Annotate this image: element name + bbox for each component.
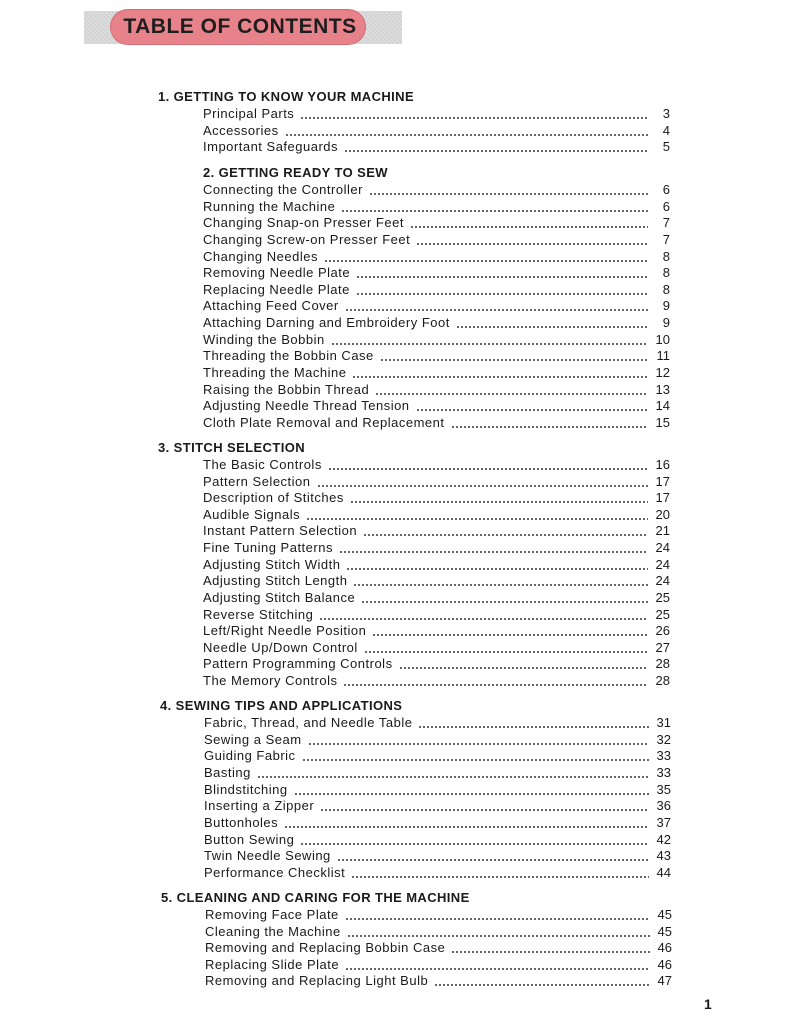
dot-leader — [344, 150, 648, 152]
toc-entry-page: 31 — [656, 715, 671, 730]
toc-entry — [203, 523, 670, 539]
dot-leader — [351, 876, 649, 878]
toc-entry-page: 12 — [655, 365, 670, 381]
toc-entry-label: Replacing Needle Plate — [203, 281, 350, 297]
toc-entry-label: Removing and Replacing Light Bulb — [205, 973, 429, 989]
dot-leader — [320, 809, 649, 811]
dot-leader — [372, 634, 648, 636]
toc-entry-label: The Basic Controls — [203, 457, 322, 472]
toc-entry — [203, 232, 670, 248]
toc-entry-page: 33 — [656, 765, 671, 780]
dot-leader — [285, 134, 648, 136]
toc-entry — [203, 415, 670, 431]
dot-leader — [331, 343, 648, 345]
toc-entry-page: 43 — [656, 848, 671, 864]
toc-entry-page: 13 — [655, 381, 670, 397]
toc-entry-page: 28 — [655, 673, 670, 689]
dot-leader — [356, 293, 648, 295]
toc-entry-label: Changing Snap-on Presser Feet — [203, 215, 404, 231]
section-title: 4. SEWING TIPS AND APPLICATIONS — [160, 698, 403, 713]
toc-entry-label: Audible Signals — [203, 506, 301, 522]
toc-entry-label: Replacing Slide Plate — [205, 956, 340, 972]
toc-entry — [204, 765, 671, 781]
toc-entry-page: 7 — [662, 231, 670, 247]
dot-leader — [364, 651, 648, 653]
toc-entry — [203, 298, 670, 314]
toc-entry-label: The Memory Controls — [203, 673, 338, 689]
dot-leader — [451, 426, 648, 428]
toc-entry-page: 37 — [656, 815, 671, 831]
toc-entry-page: 7 — [662, 215, 670, 231]
toc-entry — [205, 940, 672, 956]
toc-entry — [203, 106, 670, 122]
section-title: 3. STITCH SELECTION — [158, 440, 306, 455]
toc-entry — [203, 623, 670, 639]
toc-entry — [203, 139, 670, 155]
toc-entry-label: Basting — [204, 765, 251, 780]
dot-leader — [410, 226, 648, 228]
dot-leader — [352, 376, 648, 378]
dot-leader — [308, 743, 649, 745]
section-title: 2. GETTING READY TO SEW — [203, 165, 388, 180]
dot-leader — [324, 260, 648, 262]
toc-entry-page: 9 — [662, 298, 670, 314]
toc-entry-label: Adjusting Needle Thread Tension — [203, 398, 410, 414]
toc-entry-label: Accessories — [203, 122, 279, 138]
dot-leader — [319, 618, 648, 620]
toc-entry-label: Description of Stitches — [203, 490, 344, 506]
toc-entry-label: Fabric, Thread, and Needle Table — [204, 715, 413, 730]
toc-entry-page: 46 — [657, 940, 672, 956]
dot-leader — [317, 485, 648, 487]
dot-leader — [456, 326, 648, 328]
toc-entry-label: Pattern Programming Controls — [203, 656, 393, 672]
dot-leader — [363, 534, 648, 536]
toc-entry-label: Performance Checklist — [204, 865, 346, 881]
toc-entry — [203, 348, 670, 364]
toc-entry — [203, 457, 670, 473]
toc-entry-page: 20 — [655, 506, 670, 522]
toc-entry-page: 26 — [655, 623, 670, 639]
toc-entry-page: 24 — [655, 556, 670, 572]
dot-leader — [418, 726, 649, 728]
dot-leader — [399, 667, 648, 669]
toc-entry-page: 10 — [655, 331, 670, 347]
toc-entry — [204, 798, 671, 814]
dot-leader — [284, 826, 649, 828]
section-title: 5. CLEANING AND CARING FOR THE MACHINE — [161, 890, 470, 905]
toc-entry-page: 6 — [662, 198, 670, 214]
toc-entry — [204, 848, 671, 864]
toc-entry — [203, 573, 670, 589]
toc-entry-page: 33 — [656, 748, 671, 764]
dot-leader — [350, 501, 648, 503]
toc-entry — [203, 215, 670, 231]
toc-entry — [203, 490, 670, 506]
toc-entry-label: Changing Needles — [203, 248, 318, 264]
toc-entry-label: Connecting the Controller — [203, 182, 363, 197]
toc-entry — [203, 398, 670, 414]
dot-leader — [416, 243, 648, 245]
toc-entry — [204, 832, 671, 848]
toc-entry-label: Winding the Bobbin — [203, 331, 325, 347]
toc-entry-label: Attaching Darning and Embroidery Foot — [203, 315, 450, 331]
toc-entry — [204, 732, 671, 748]
toc-entry-label: Important Safeguards — [203, 139, 339, 155]
page-title: TABLE OF CONTENTS — [123, 15, 357, 38]
toc-entry — [205, 957, 672, 973]
toc-entry-page: 36 — [656, 798, 671, 814]
toc-entry-page: 17 — [655, 473, 670, 489]
toc-entry-label: Attaching Feed Cover — [203, 298, 339, 314]
toc-entry-label: Threading the Bobbin Case — [203, 348, 374, 364]
toc-entry-page: 21 — [655, 523, 670, 539]
toc-entry — [204, 715, 671, 731]
dot-leader — [434, 984, 650, 986]
toc-entry — [203, 382, 670, 398]
toc-entry-page: 45 — [657, 923, 672, 939]
toc-entry-page: 11 — [656, 348, 670, 364]
toc-entry — [204, 815, 671, 831]
dot-leader — [353, 584, 648, 586]
toc-entry-label: Button Sewing — [204, 831, 295, 847]
toc-entry-page: 42 — [656, 831, 671, 847]
toc-entry — [203, 249, 670, 265]
toc-entry-page: 25 — [655, 589, 670, 605]
toc-entry-label: Blindstitching — [204, 781, 288, 797]
toc-entry-page: 24 — [655, 573, 670, 589]
toc-entry-page: 14 — [655, 398, 670, 414]
dot-leader — [416, 409, 648, 411]
toc-entry-page: 6 — [662, 182, 670, 197]
dot-leader — [300, 117, 648, 119]
toc-entry-label: Sewing a Seam — [204, 731, 302, 747]
toc-entry-label: Threading the Machine — [203, 365, 347, 381]
toc-entry — [203, 540, 670, 556]
toc-entry-page: 28 — [655, 656, 670, 672]
toc-entry-page: 45 — [657, 907, 672, 922]
toc-entry-page: 5 — [662, 139, 670, 155]
dot-leader — [300, 843, 649, 845]
toc-entry-page: 25 — [655, 606, 670, 622]
toc-entry — [205, 924, 672, 940]
dot-leader — [380, 359, 648, 361]
toc-entry — [203, 365, 670, 381]
toc-entry-label: Cloth Plate Removal and Replacement — [203, 414, 445, 430]
toc-entry-page: 24 — [655, 540, 670, 556]
toc-entry-page: 15 — [655, 414, 670, 430]
toc-entry-label: Running the Machine — [203, 198, 336, 214]
dot-leader — [375, 393, 648, 395]
toc-entry-page: 16 — [655, 457, 670, 472]
dot-leader — [339, 551, 648, 553]
toc-entry-label: Guiding Fabric — [204, 748, 296, 764]
toc-entry-page: 9 — [662, 315, 670, 331]
toc-entry-label: Left/Right Needle Position — [203, 623, 367, 639]
toc-entry-page: 47 — [657, 973, 672, 989]
toc-entry-label: Removing Needle Plate — [203, 265, 351, 281]
dot-leader — [347, 935, 650, 937]
toc-entry — [203, 607, 670, 623]
toc-entry-label: Cleaning the Machine — [205, 923, 341, 939]
toc-entry-page: 35 — [656, 781, 671, 797]
toc-entry — [203, 332, 670, 348]
toc-entry — [203, 474, 670, 490]
toc-entry — [203, 640, 670, 656]
page-number: 1 — [704, 996, 712, 1012]
dot-leader — [369, 193, 648, 195]
toc-entry-label: Removing Face Plate — [205, 907, 339, 922]
dot-leader — [337, 859, 649, 861]
toc-entry-page: 46 — [657, 956, 672, 972]
toc-entry — [203, 557, 670, 573]
dot-leader — [345, 309, 648, 311]
section-title: 1. GETTING TO KNOW YOUR MACHINE — [158, 89, 415, 104]
toc-entry-label: Twin Needle Sewing — [204, 848, 331, 864]
dot-leader — [294, 793, 649, 795]
toc-entry — [203, 507, 670, 523]
toc-entry-page: 17 — [655, 490, 670, 506]
toc-entry-label: Needle Up/Down Control — [203, 639, 358, 655]
toc-entry-label: Pattern Selection — [203, 473, 311, 489]
dot-leader — [343, 684, 648, 686]
toc-entry — [203, 182, 670, 198]
toc-entry-label: Removing and Replacing Bobbin Case — [205, 940, 446, 956]
dot-leader — [306, 518, 648, 520]
toc-entry — [203, 315, 670, 331]
toc-entry-page: 44 — [656, 865, 671, 881]
toc-entry — [203, 282, 670, 298]
toc-entry-label: Adjusting Stitch Length — [203, 573, 348, 589]
dot-leader — [356, 276, 648, 278]
toc-entry-label: Changing Screw-on Presser Feet — [203, 231, 411, 247]
toc-entry — [203, 123, 670, 139]
dot-leader — [361, 601, 648, 603]
toc-entry-page: 8 — [662, 265, 670, 281]
toc-entry-page: 27 — [655, 639, 670, 655]
toc-entry — [203, 590, 670, 606]
toc-entry-label: Fine Tuning Patterns — [203, 540, 333, 556]
toc-entry-label: Instant Pattern Selection — [203, 523, 358, 539]
toc-entry-page: 8 — [662, 281, 670, 297]
dot-leader — [302, 759, 649, 761]
dot-leader — [257, 776, 649, 778]
toc-entry-label: Raising the Bobbin Thread — [203, 381, 370, 397]
dot-leader — [451, 951, 650, 953]
dot-leader — [345, 968, 650, 970]
toc-entry-page: 8 — [662, 248, 670, 264]
toc-entry-label: Principal Parts — [203, 106, 295, 121]
toc-entry — [205, 973, 672, 989]
toc-entry-label: Buttonholes — [204, 815, 279, 831]
toc-entry-page: 32 — [656, 731, 671, 747]
dot-leader — [328, 468, 648, 470]
toc-entry — [203, 265, 670, 281]
toc-entry — [203, 199, 670, 215]
dot-leader — [341, 210, 648, 212]
dot-leader — [345, 918, 650, 920]
toc-entry-page: 3 — [662, 106, 670, 121]
toc-entry — [204, 782, 671, 798]
toc-entry-label: Adjusting Stitch Width — [203, 556, 341, 572]
toc-entry-label: Reverse Stitching — [203, 606, 314, 622]
toc-entry-page: 4 — [662, 122, 670, 138]
toc-entry — [203, 656, 670, 672]
dot-leader — [346, 568, 648, 570]
toc-entry — [204, 865, 671, 881]
toc-entry — [203, 673, 670, 689]
toc-entry-label: Adjusting Stitch Balance — [203, 589, 356, 605]
toc-entry — [204, 748, 671, 764]
toc-entry — [205, 907, 672, 923]
toc-entry-label: Inserting a Zipper — [204, 798, 315, 814]
